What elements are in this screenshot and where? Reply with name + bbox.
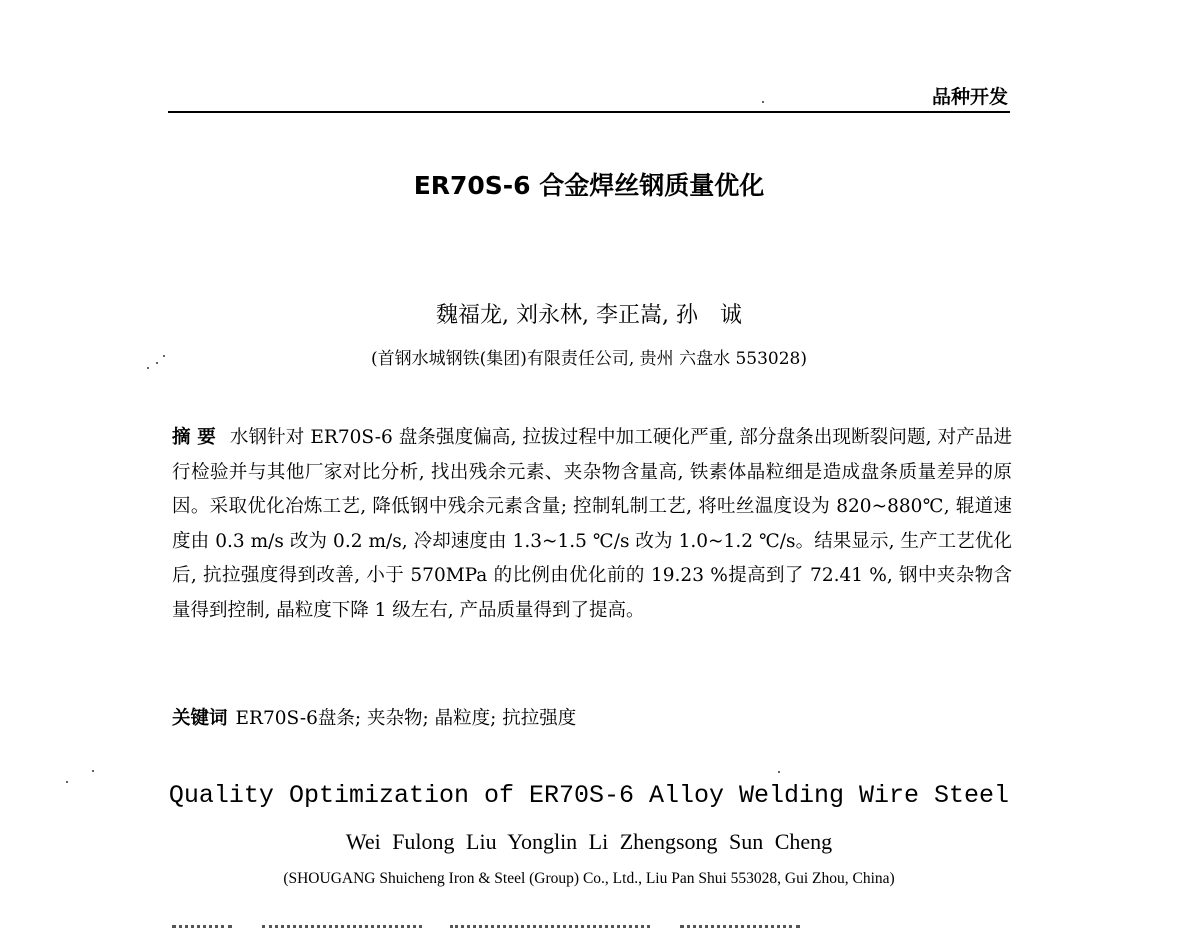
keywords-text: ER70S-6盘条; 夹杂物; 晶粒度; 抗拉强度: [235, 708, 577, 729]
section-tag: 品种开发: [931, 86, 1008, 108]
abstract-text: 水钢针对 ER70S-6 盘条强度偏高, 拉拔过程中加工硬化严重, 部分盘条出现断裂问题, 对产品进行检验并与其他厂家对比分析, 找出残余元素、夹杂物含量高, 铁素体晶粒细是造成盘条质量差异的原因。采取优化冶炼工艺, 降低钢中残余元素含量; 控制轧制工艺, 将吐丝温度设为 820~880℃, 辊道速度由 0.3 m/s 改为 0.2 m/s, 冷却速度由 1.3~1.5 ℃/s 改为 1.0~1.2 ℃/s。结果显示, 生产工艺优化后, 抗拉强度得到改善, 小于 570MPa 的比例由优化前的 19.23 %提高到了 72.41 %, 钢中夹杂物含量得到控制, 晶粒度下降 1 级左右, 产品质量得到了提高。: [172, 427, 1012, 621]
scan-speck: [92, 770, 94, 772]
scan-speck: [66, 781, 68, 783]
scan-speck: [156, 362, 158, 364]
abstract-cn: [172, 421, 1012, 628]
scan-speck: [147, 367, 149, 369]
affiliation-cn: (首钢水城钢铁(集团)有限责任公司, 贵州 六盘水 553028): [370, 349, 808, 369]
scan-speck: [163, 355, 165, 357]
authors-cn: 魏福龙, 刘永林, 李正嵩, 孙 诚: [436, 303, 742, 328]
next-line-fragment: [450, 925, 650, 934]
header-rule: [168, 111, 1010, 113]
next-line-fragment: [172, 925, 232, 934]
keywords-label: 关键词: [172, 708, 228, 729]
authors-en: Wei Fulong Liu Yonglin Li Zhengsong Sun Cheng: [345, 829, 833, 854]
keywords-cn: [172, 702, 1012, 736]
affiliation-en: (SHOUGANG Shuicheng Iron & Steel (Group) Co., Ltd., Liu Pan Shui 553028, Gui Zhou, China): [283, 870, 895, 887]
paper-title-cn: ER70S-6 合金焊丝钢质量优化: [413, 171, 765, 200]
next-line-fragment: [680, 925, 800, 934]
paper-title-en: Quality Optimization of ER70S-6 Alloy Welding Wire Steel: [168, 781, 1010, 810]
next-line-fragment: [262, 925, 422, 934]
scan-speck: [762, 101, 764, 103]
abstract-label: 摘 要: [172, 427, 216, 448]
scan-speck: [778, 771, 780, 773]
